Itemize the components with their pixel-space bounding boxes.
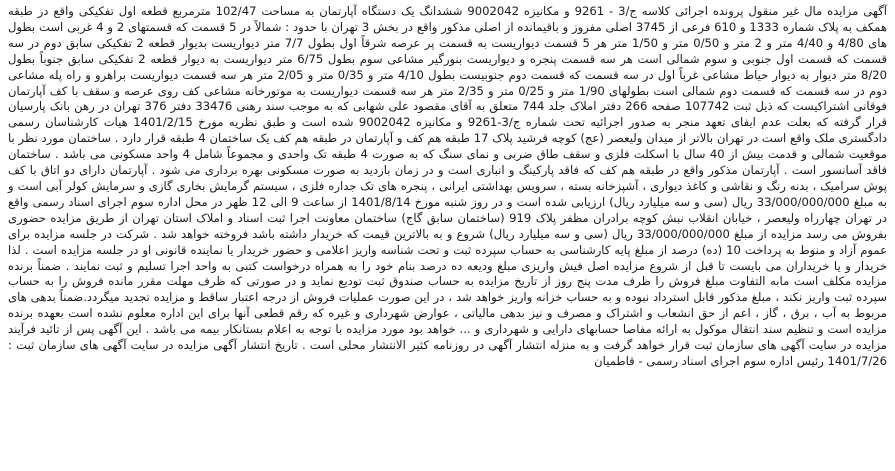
publication-date: 1401/7/26 xyxy=(827,353,887,368)
notice-body xyxy=(8,4,887,370)
notice-text: آگهی مزایده مال غیر منقول پرونده اجرائی کلاسه ج/3 - 9261 و مکانیزه 9002042 ششدانگ یک دستگاه آپارتمان به مساحت 102/47 مترمربع قطعه اول تفکیکی واقع در طبقه همکف به پلاک شماره 1333 و 610 فرعی از 3745 اصلی مفروز و باقیمانده از اصلی مذکور واقع در بخش 3 تهران با حدود : شمالاً در 5 قسمت که قسمتهای 2 و 4 غربی است بطول های 4/80 و 4/40 متر و 2 متر و 0/50 متر و 1/50 متر هر 5 قسمت دیواریست به قسمت پر عرصه شرقاً اول بطول 7/7 متر دیواریست بدیوار قطعه 2 تفکیکی سابق دوم در سه قسمت که قسمت اول جنوبی و سوم شمالی است هر سه قسمت پنجره و دیواریست بنورگیر مشاعی سوم بطول 6/75 متر دیواریست به دیوار قطعه 2 تفکیکی سابق جنوباً بطول 8/20 متر دیوار به دیوار حیاط مشاعی غرباً اول در سه قسمت که قسمت دوم جنوبیست بطول 4/10 متر و 0/35 متر و 2/05 متر هر سه قسمت دیواریست براهرو و راه پله مشاعی دوم در سه قسمت که قسمت دوم شمالی است بطولهای 1/90 متر و 0/25 متر و 2/35 متر هر سه قسمت دیواریست به موتورخانه مشاعی کف روی عرصه و سقف با کف آپارتمان فوقانی اشتراکیست که ذیل ثبت 107742 صفحه 266 دفتر املاک جلد 744 متعلق به آقای مقصود علی شهابی که به موجب سند رهنی 33476 دفتر 376 تهران در رهن بانک پارسیان قرار گرفته که بعلت عدم ایفای تعهد منجر به صدور اجرائیه تحت شماره ج/3-9261 و مکانیزه 9002042 شده است و طبق نظریه مورخ 1401/2/15 هیات کارشناسان رسمی دادگستری ملک واقع است در تهران بالاتر از میدان ولیعصر (عج) کوچه فرشید پلاک 17 طبقه هم کف و آپارتمان در طبقه هم کف یک ساختمان 4 طبقه قرار دارد . ساختمان مورد نظر با موقعیت شمالی و قدمت بیش از 40 سال با اسکلت فلزی و سقف طاق ضربی و نمای سنگ که به صورت 4 طبقه تک واحدی و مجموعاً شامل 4 واحد مسکونی می باشد . ساختمان فاقد آسانسور است . آپارتمان مذکور واقع در طبقه هم کف که فاقد پارکینگ و انباری است و در زمان بازدید به صورت مسکونی بهره برداری می شود . آپارتمان دارای دو اتاق با کف پوش سرامیک ، بدنه رنگ و نقاشی و کاغذ دیواری ، آشپزخانه بسته ، سرویس بهداشتی ایرانی ، پنجره های تک جداره فلزی ، سیستم گرمایش بخاری گازی و سرمایش کولر آبی است و به مبلغ 33/000/000/000 ریال (سی و سه میلیارد ریال) ارزیابی شده است و در روز شنبه مورخ 1401/8/14 از ساعت 9 الی 12 ظهر در محل اداره سوم اجرای اسناد رسمی واقع در تهران چهارراه ولیعصر ، خیابان انقلاب نبش کوچه برادران مظفر پلاک 919 (ساختمان سابق گاج) ساختمان معاونت اجرا ثبت اسناد و املاک استان تهران از طریق مزایده حضوری بفروش می رسد مزایده از مبلغ 33/000/000/000 ریال (سی و سه میلیارد ریال) شروع و به بالاترین قیمت که خریدار داشته باشد فروخته خواهد شد . شرکت در جلسه مزایده برای عموم آزاد و منوط به پرداخت 10 (ده) درصد از مبلغ پایه کارشناسی به حساب سپرده ثبت و تحت شناسه واریز اعلامی و حضور خریدار یا نماینده قانونی او در جلسه مزایده است . لذا خریدار و یا خریداران می بایست تا قبل از شروع مزایده اصل فیش واریزی مبلغ ودیعه ده درصد بنام خود را به همراه درخواست کتبی به واحد اجرا تسلیم و ثبت نمایند . ضمناً برنده مزایده مکلف است مابه التفاوت مبلغ فروش را ظرف مدت پنج روز از تاریخ مزایده به حساب صندوق ثبت تودیع نماید و در صورتی که ظرف مهلت مقرر مانده فروش را به حساب سپرده ثبت واریز نکند ، مبلغ مذکور قابل استرداد نبوده و به حساب خزانه واریز خواهد شد ، در این صورت عملیات فروش از درجه اعتبار ساقط و مزایده تجدید میگردد.ضمناً بدهی های مربوط به آب ، برق ، گاز ، اعم از حق انشعاب و اشتراک و مصرف و نیز بدهی مالیاتی ، عوارض شهرداری و غیره که رقم قطعی آنها برای این اداره معلوم نشده است بعهده برنده مزایده است و تنظیم سند انتقال موکول به ارائه مفاصا حسابهای دارایی و شهرداری و ... خواهد بود مورد مزایده با توجه به اعلام بستانکار بیمه می باشد . این آگهی پس از تائید فرآیند مزایده در سایت آگهی های سازمان ثبت قرار خواهد گرفت و به منزله انتشار آگهی در روزنامه کثیر الانتشار محلی است . تاریخ انتشار آگهی مزایده در سایت آگهی های سازمان ثبت : xyxy=(8,4,888,353)
notice-signature: رئیس اداره سوم اجرای اسناد رسمی - قاطمیان xyxy=(594,353,824,368)
